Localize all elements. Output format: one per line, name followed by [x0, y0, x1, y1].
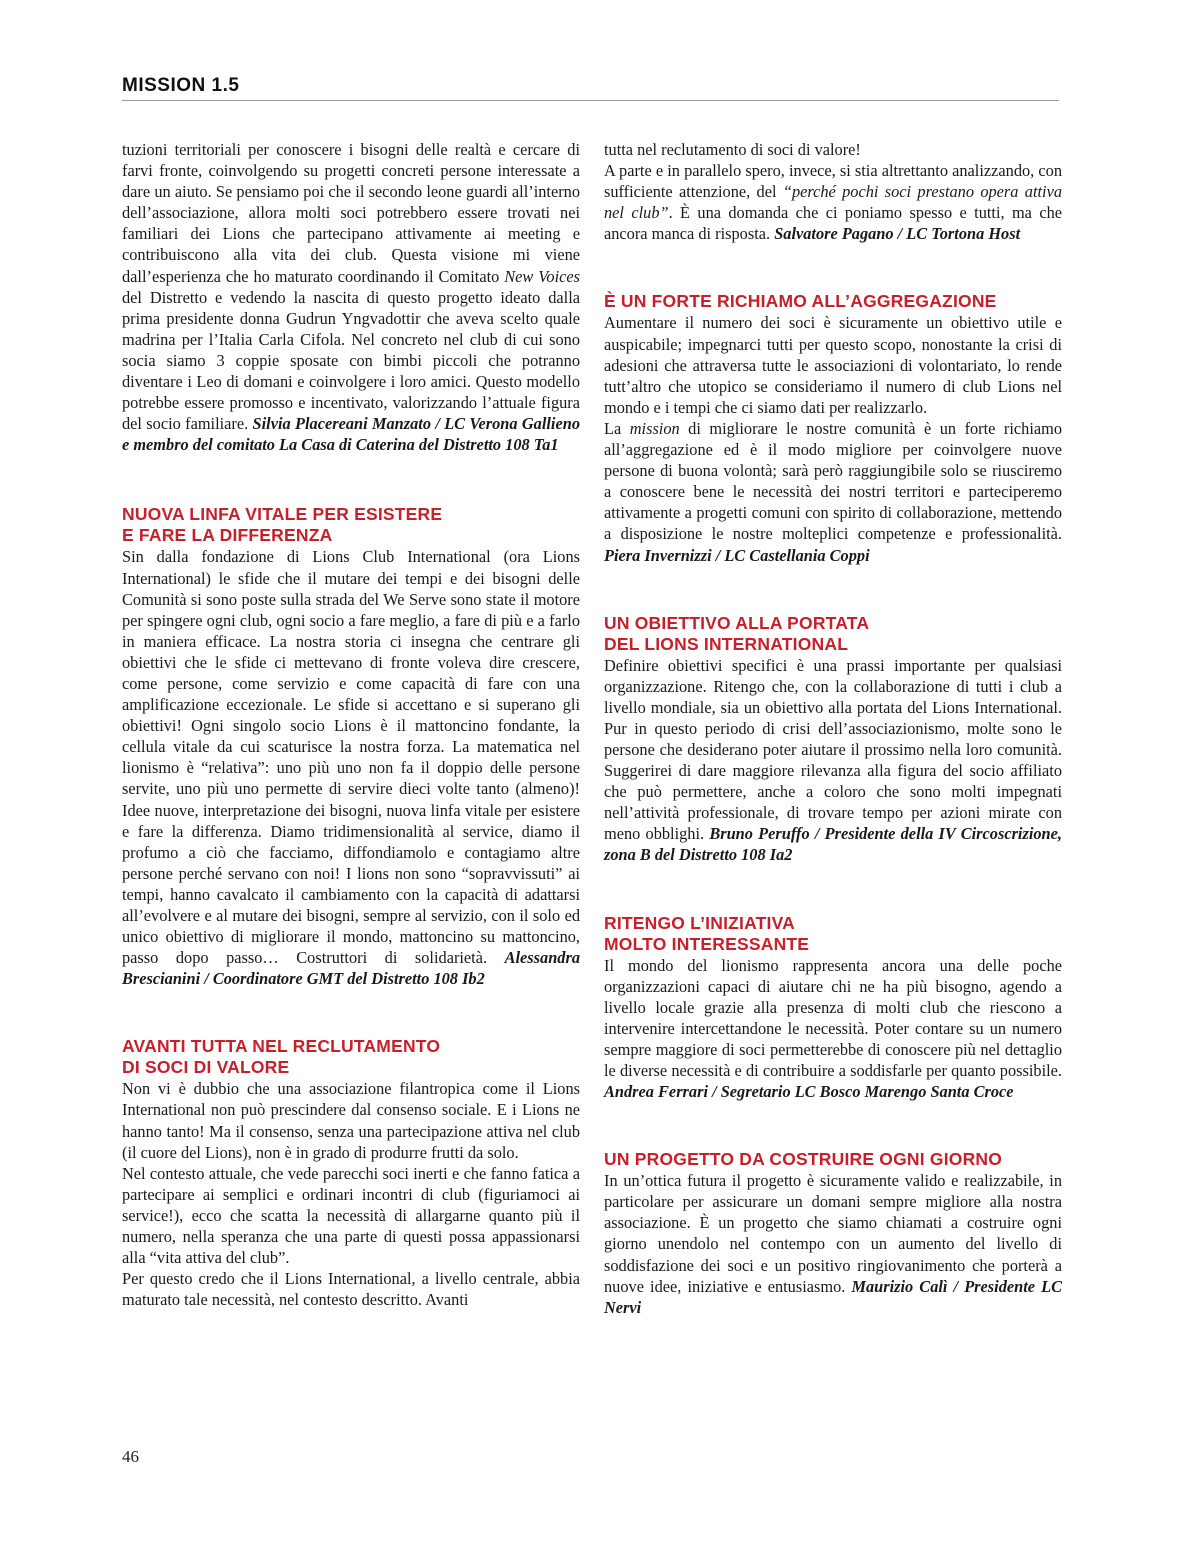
paragraph-text-2: del Distretto e vedendo la nascita di questo progetto ideato dalla prima presidente donna Gudrun Yngvadottir che aveva scelto quale madrina per l’Italia Carla Cifola. Nel concreto nel club di cui sono socia siamo 3 coppie sposate con bimbi piccoli che potranno diventare i Leo di domani e coinvolgere i loro amici. Questo modello potrebbe essere promosso e incentivato, valorizzando l’attuale figura del socio familiare.: [122, 287, 580, 434]
section-paragraph: Non vi è dubbio che una associazione filantropica come il Lions International non può prescindere dal consenso sociale. E i Lions ne hanno tanto! Ma il consenso, senza una partecipazione attiva nel club (il cuore del Lions), non è in grado di produrre frutti da solo.: [122, 1079, 580, 1162]
author-signature: Andrea Ferrari / Segretario LC Bosco Marengo Santa Croce: [604, 1082, 1014, 1102]
heading-line-1: NUOVA LINFA VITALE PER ESISTERE: [122, 504, 443, 525]
heading-line-1: UN OBIETTIVO ALLA PORTATA: [604, 612, 870, 633]
author-signature: Bruno Peruffo / Presidente della IV Circoscrizione, zona B del Distretto 108 Ia2: [604, 824, 1062, 865]
italic-quote: “perché pochi soci prestano opera attiva nel club”: [604, 182, 1062, 223]
italic-term: New Voices: [504, 266, 581, 286]
section-forte-richiamo: [604, 291, 1062, 565]
paragraph-text: Sin dalla fondazione di Lions Club International (ora Lions International) le sfide che il mutare dei tempi e dei bisogni delle Comunità si sono poste sulla strada del We Serve sono state il motore per spingere ogni club, ogni socio a fare meglio, a fare di più e a farlo in maniera efficace. La nostra storia ci insegna che centrare gli obiettivi che le sfide ci mettevano di fronte voleva dire crescere, come persone, come servizio e come capacità di fare con una amplificazione eccezionale. Le sfide si accettano e si superano gli obiettivi! Ogni singolo socio Lions è il mattoncino fondante, la cellula vitale da cui scaturisce la nostra forza. La matematica nel lionismo è “relativa”: uno più uno non fa il doppio delle persone servite, uno più uno permette di servire dieci volte tanto (almeno)! Idee nuove, interpretazione dei bisogni, nuova linfa vitale per esistere e fare la differenza. Diamo tridimensionalità al service, diamo il profumo a ciò che facciamo, diffondiamolo e contagiamo altre persone perché servano con noi! I lions non sono “sopravvissuti” ai tempi, hanno cavalcato il cambiamento con la capacità di adattarsi all’evolvere e al mutare dei bisogni, sempre al servizio, con il solo ed unico obiettivo di migliorare il mondo, mattoncino su mattoncino, passo dopo passo… Costruttori di solidarietà.: [122, 547, 580, 968]
paragraph-text: tuzioni territoriali per conoscere i bisogni delle realtà e cercare di farvi fronte, coinvolgendo su progetti concreti persone interessate a dare un aiuto. Se pensiamo poi che il secondo leone guardi all’interno dell’associazione, allora molti soci potrebbero essere trovati nei familiari dei Lions che partecipano attivamente ai meeting e contribuiscono alla vita dei club. Questa visione mi viene dall’esperienza che ho maturato coordinando il Comitato: [122, 140, 580, 286]
section-ritengo: [604, 913, 1062, 1103]
right-column: [604, 139, 1062, 1318]
section-heading: UN PROGETTO DA COSTRUIRE OGNI GIORNO: [604, 1149, 1003, 1170]
paragraph-text-2: . È una domanda che ci poniamo spesso e tutti, ma che ancora manca di risposta.: [604, 203, 1062, 244]
heading-line-1: RITENGO L’INIZIATIVA: [604, 912, 795, 933]
paragraph-text: Il mondo del lionismo rappresenta ancora una delle poche organizzazioni capaci di aiutare chi ne ha più bisogno, agendo a livello locale grazie alla presenza di molti club che riescono a intervenire intercettandone le necessità. Poter contare su un numero sempre maggiore di soci permetterebbe di conoscere più nel dettaglio le diverse necessità e di contribuire a soddisfarle per quanto possibile.: [604, 955, 1062, 1080]
paragraph-text-2: di migliorare le nostre comunità è un forte richiamo all’aggregazione ed è il modo migliore per coinvolgere nuove persone di buona volontà; sarà però raggiungibile solo se riusciremo a conoscere bene le necessità dei nostri territori e parteciperemo attivamente a progetti comuni con spirito di collaborazione, mettendo a disposizione le nostre molteplici competenze e professionalità.: [604, 418, 1062, 544]
section-heading: [122, 504, 580, 546]
author-signature: Salvatore Pagano / LC Tortona Host: [774, 224, 1021, 244]
heading-line-2: MOLTO INTERESSANTE: [604, 933, 810, 954]
intro-paragraph: [122, 139, 580, 455]
author-signature: Piera Invernizzi / LC Castellania Coppi: [604, 545, 870, 565]
section-paragraph: Aumentare il numero dei soci è sicuramente un obiettivo utile e auspicabile; impegnarci tutti per questo scopo, nonostante la crisi di adesioni che attraversa tutte le associazioni di volontariato, lo rende tutt’altro che utopico se consideriamo il numero di club Lions nel mondo e i tempi che ci siamo dati per realizzarlo.: [604, 313, 1062, 417]
section-paragraph: [604, 955, 1062, 1103]
page-number: 46: [122, 1447, 139, 1466]
section-title: MISSION 1.5: [122, 75, 240, 96]
section-paragraph: Nel contesto attuale, che vede parecchi soci inerti e che fanno fatica a partecipare ai semplici e ordinari incontri di club (figuriamoci ai service!), ecco che scatta la necessità di allargarne quanto più il numero, nella speranza che una parte di questi possa appassionarsi alla “vita attiva del club”.: [122, 1163, 580, 1268]
section-paragraph: tutta nel reclutamento di soci di valore!: [604, 140, 861, 159]
section-obiettivo: [604, 613, 1062, 866]
heading-line-2: DI SOCI DI VALORE: [122, 1057, 290, 1078]
section-heading: [122, 1036, 580, 1078]
paragraph-text: A parte e in parallelo spero, invece, si stia altrettanto analizzando, con sufficiente attenzione, del: [604, 161, 1062, 202]
article-intro-continued: [122, 139, 580, 455]
section-paragraph: [604, 1170, 1062, 1318]
section-avanti-tutta: [122, 1036, 580, 1310]
paragraph-text: In un’ottica futura il progetto è sicuramente valido e realizzabile, in particolare per assicurare un domani sempre migliore alla nostra associazione. È un progetto che siamo chiamati a costruire ogni giorno unendolo nel contempo con un aumento del livello di soddisfazione dei soci e un positivo ringiovanimento che porterà a nuove idee, iniziative e entusiasmo.: [604, 1171, 1062, 1296]
section-paragraph: [604, 160, 1062, 244]
left-column: [122, 139, 580, 1310]
section-paragraph: Per questo credo che il Lions International, a livello centrale, abbia maturato tale necessità, nel contesto descritto. Avanti: [122, 1269, 580, 1310]
author-signature: Silvia Placereani Manzato / LC Verona Gallieno e membro del comitato La Casa di Caterina del Distretto 108 Ta1: [122, 414, 580, 455]
author-signature: Alessandra Brescianini / Coordinatore GMT del Distretto 108 Ib2: [122, 948, 580, 989]
paragraph-text: La: [604, 418, 630, 438]
heading-line-2: E FARE LA DIFFERENZA: [122, 525, 333, 546]
section-progetto: [604, 1149, 1062, 1318]
paragraph-text: Definire obiettivi specifici è una prassi importante per qualsiasi organizzazione. Ritengo che, con la collaborazione di tutti i club a livello mondiale, sia un obiettivo alla portata del Lions International. Pur in questo periodo di crisi dell’associazionismo, molte sono le persone che desiderano poter aiutare il prossimo nella loro comunità. Suggerirei di dare maggiore rilevanza alla figura del socio affiliato che può permettere, anche a coloro che sono molti impegnati nell’attività professionale, di trovare tempo per azioni mirate con meno obblighi.: [604, 655, 1062, 844]
heading-line-2: DEL LIONS INTERNATIONAL: [604, 633, 849, 654]
author-signature: Maurizio Calì / Presidente LC Nervi: [604, 1276, 1062, 1317]
italic-term: mission: [629, 418, 680, 438]
section-nuova-linfa: [122, 504, 580, 989]
section-paragraph: [604, 418, 1062, 566]
section-avanti-tutta-continued: [604, 139, 1062, 244]
heading-line-1: AVANTI TUTTA NEL RECLUTAMENTO: [122, 1036, 441, 1057]
section-heading: [604, 613, 1062, 655]
section-heading: [604, 913, 1062, 955]
section-heading: È UN FORTE RICHIAMO ALL’AGGREGAZIONE: [604, 291, 997, 312]
page-header: [122, 75, 1059, 101]
section-paragraph: [604, 655, 1062, 866]
section-paragraph: [122, 546, 580, 989]
